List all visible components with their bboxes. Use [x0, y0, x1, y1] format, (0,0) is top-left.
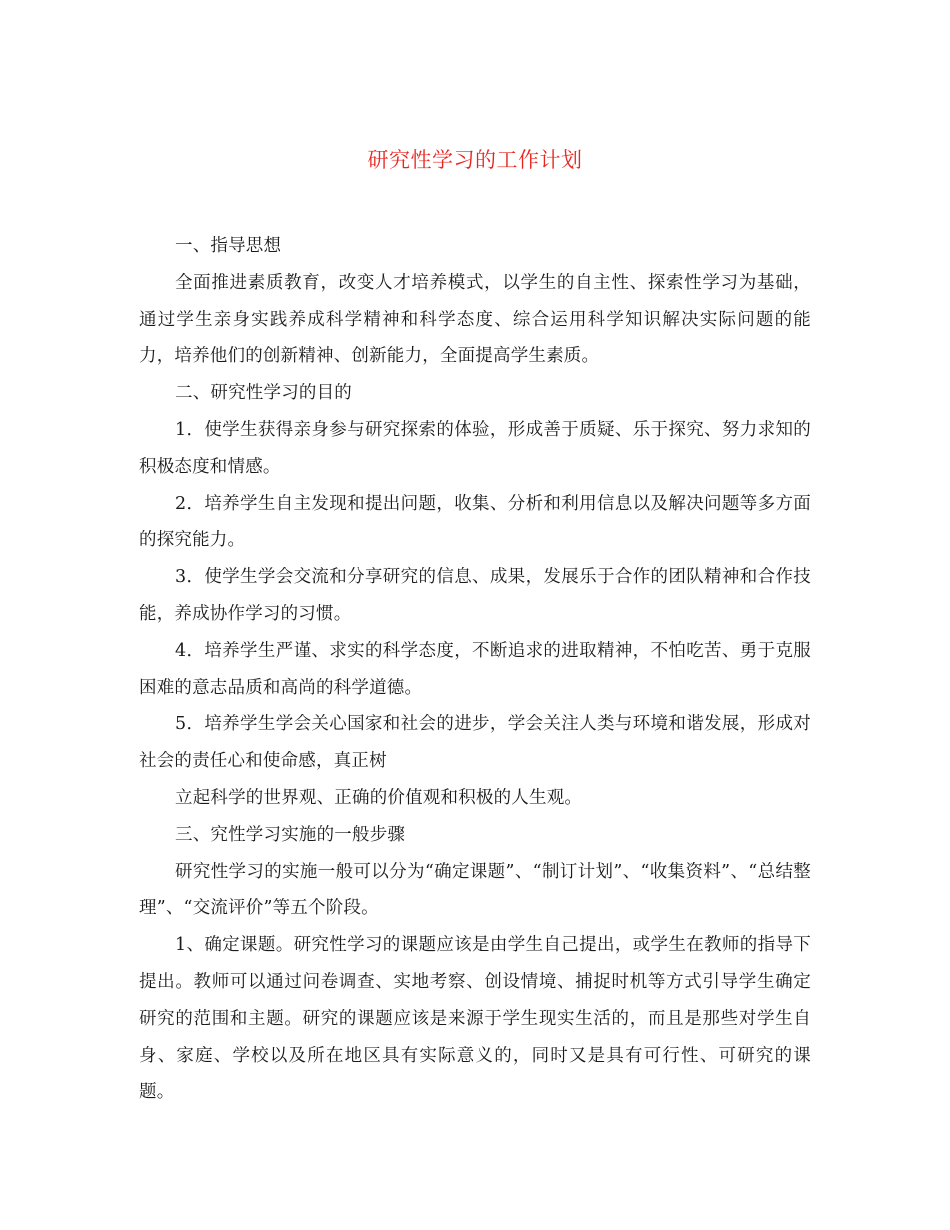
purpose-item-3: 3．使学生学会交流和分享研究的信息、成果，发展乐于合作的团队精神和合作技能，养成协作学习的习惯。 — [139, 567, 811, 624]
heading-purpose: 二、研究性学习的目的 — [175, 383, 352, 404]
heading-guiding-ideology: 一、指导思想 — [175, 236, 282, 256]
document-body — [139, 228, 811, 1111]
paragraph-five-stages: 研究性学习的实施一般可以分为“确定课题”、“制订计划”、“收集资料”、“总结整理”、“交流评价”等五个阶段。 — [139, 861, 811, 919]
purpose-item-2: 2．培养学生自主发现和提出问题，收集、分析和利用信息以及解决问题等多方面的探究能力。 — [139, 493, 811, 551]
purpose-item-1: 1．使学生获得亲身参与研究探索的体验，形成善于质疑、乐于探究、努力求知的积极态度和情感。 — [139, 419, 811, 477]
purpose-item-5: 5．培养学生学会关心国家和社会的进步，学会关注人类与环境和谐发展，形成对社会的责任心和使命感，真正树 — [139, 714, 811, 772]
step-1-determine-topic: 1、确定课题。研究性学习的课题应该是由学生自己提出，或学生在教师的指导下提出。教师可以通过问卷调查、实地考察、创设情境、捕捉时机等方式引导学生确定研究的范围和主题。研究的课题应该是来源于学生现实生活的，而且是那些对学生自身、家庭、学校以及所在地区具有实际意义的，同时又是具有可行性、可研究的课题。 — [139, 935, 811, 1103]
purpose-item-4: 4．培养学生严谨、求实的科学态度，不断追求的进取精神，不怕吃苦、勇于克服困难的意志品质和高尚的科学道德。 — [139, 640, 811, 698]
heading-implementation-steps: 三、究性学习实施的一般步骤 — [175, 824, 406, 845]
purpose-item-5-continued: 立起科学的世界观、正确的价值观和积极的人生观。 — [175, 787, 583, 808]
document-title: 研究性学习的工作计划 — [367, 148, 583, 172]
paragraph-guiding-ideology: 全面推进素质教育，改变人才培养模式，以学生的自主性、探索性学习为基础，通过学生亲身实践养成科学精神和科学态度、综合运用科学知识解决实际问题的能力，培养他们的创新精神、创新能力，全面提高学生素质。 — [139, 272, 811, 367]
